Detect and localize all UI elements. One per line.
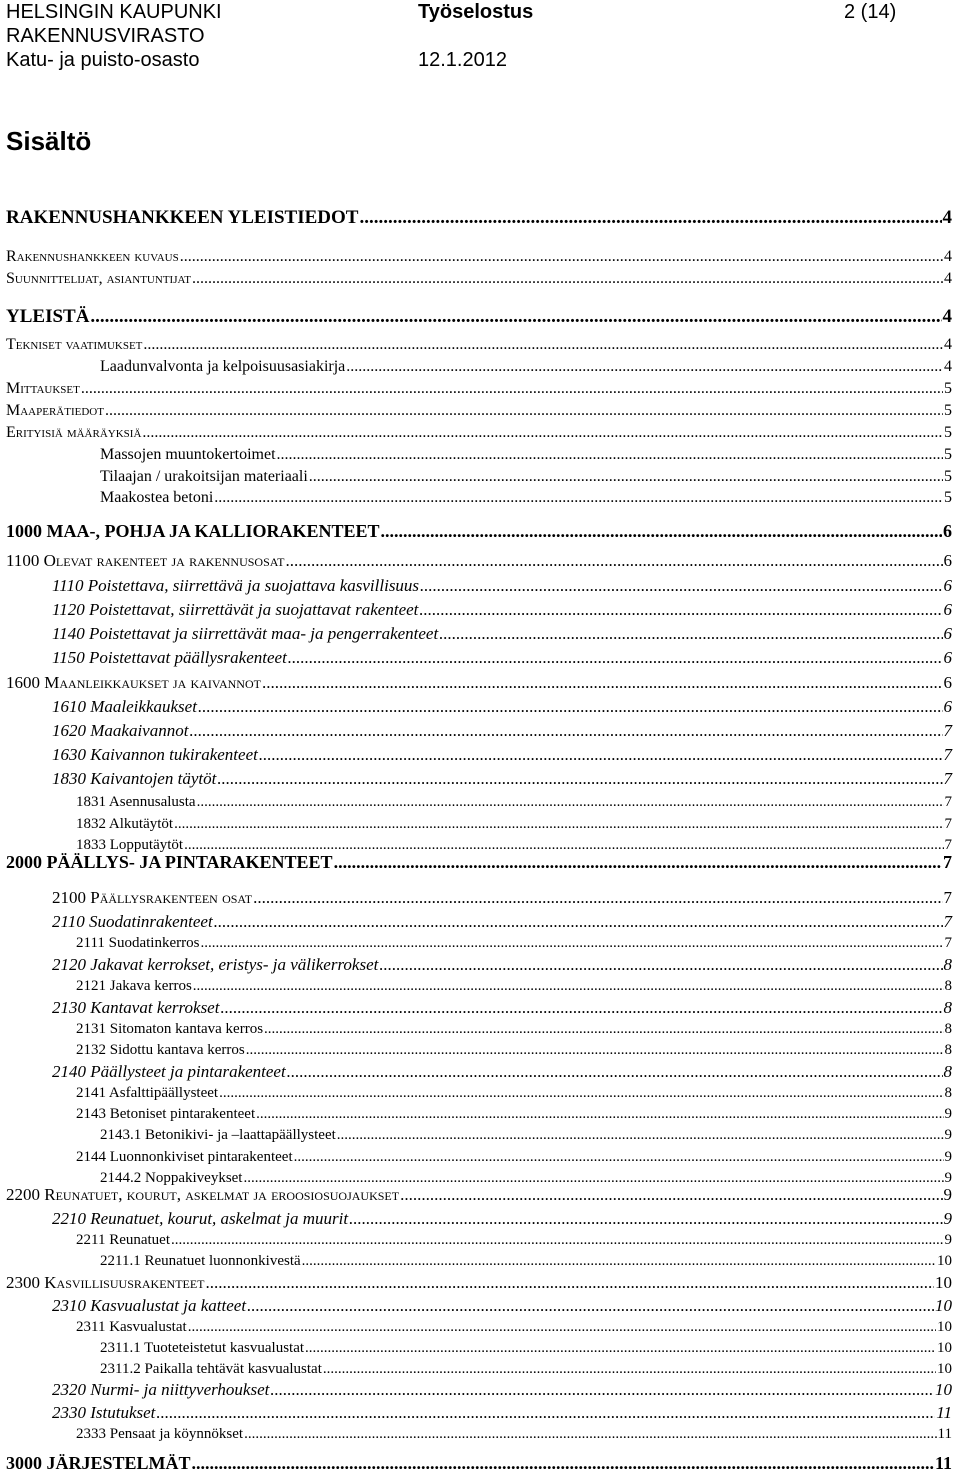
toc-entry-title: 2311.2 Paikalla tehtävät kasvualustat [100,1361,322,1377]
toc-entry[interactable] [52,697,952,717]
toc-entry-page-number: 5 [944,424,952,441]
toc-dot-leader [188,1319,936,1336]
toc-entry-title: 1140 Poistettavat ja siirrettävät maa- ja pengerrakenteet [52,624,439,643]
toc-dot-leader [220,998,942,1018]
toc-entry-page-number: 11 [934,1453,952,1473]
toc-entry-title: 1110 Poistettava, siirrettävä ja suojattava kasvillisuus [52,576,420,595]
toc-entry[interactable] [52,1062,952,1082]
toc-dot-leader [192,270,943,288]
toc-entry[interactable] [52,576,952,596]
toc-entry-page-number: 9 [943,1185,952,1204]
toc-entry-title: 2210 Reunatuet, kourut, askelmat ja muurit [52,1209,349,1228]
toc-entry-title: Rakennushankkeen kuvaus [6,248,179,265]
toc-entry-title: 2111 Suodatinkerros [76,935,200,951]
toc-entry-page-number: 9 [944,1149,952,1165]
toc-entry-page-number: 6 [943,551,952,570]
toc-entry-title: 2211 Reunatuet [76,1232,171,1248]
toc-entry-title: 2131 Sitomaton kantava kerros [76,1021,264,1037]
toc-entry[interactable] [6,248,952,266]
toc-dot-leader [90,306,941,328]
toc-dot-leader [309,468,943,486]
toc-entry-page-number: 10 [935,1273,952,1292]
toc-entry-page-number: 7 [944,816,952,832]
toc-entry[interactable] [76,1021,952,1038]
toc-entry-title: 1620 Maakaivannot [52,721,189,740]
toc-entry[interactable] [76,1232,952,1249]
toc-dot-leader [419,600,942,620]
toc-dot-leader [247,1296,934,1316]
toc-dot-leader [400,1185,942,1205]
toc-dot-leader [193,978,944,995]
toc-dot-leader [206,1273,934,1293]
toc-entry-page-number: 10 [937,1361,952,1377]
toc-entry-page-number: 7 [944,935,952,951]
toc-entry[interactable] [100,489,952,507]
toc-entry-title: 2121 Jakava kerros [76,978,192,994]
toc-entry[interactable] [76,1426,952,1443]
toc-dot-leader [81,380,943,398]
toc-dot-leader [349,1209,942,1229]
toc-entry-title: 2120 Jakavat kerrokset, eristys- ja välikerrokset [52,955,379,974]
toc-dot-leader [277,446,943,464]
toc-entry-title: 1610 Maaleikkaukset [52,697,197,716]
toc-dot-leader [143,336,943,354]
toc-entry[interactable] [52,648,952,668]
document-date: 12.1.2012 [418,49,507,71]
toc-entry[interactable] [6,424,952,442]
toc-dot-leader [305,1340,936,1357]
toc-entry-page-number: 10 [937,1253,952,1269]
toc-entry-title: 2144 Luonnonkiviset pintarakenteet [76,1149,293,1165]
toc-entry[interactable] [6,551,952,571]
toc-dot-leader [302,1253,936,1270]
toc-dot-leader [142,424,943,442]
page-title: Sisältö [6,126,92,156]
toc-entry-page-number: 6 [943,576,952,595]
toc-entry-title: Erityisiä määräyksiä [6,424,142,441]
toc-dot-leader [337,1127,944,1144]
toc-entry-title: Maakostea betoni [100,489,214,506]
toc-entry[interactable] [100,468,952,486]
toc-dot-leader [285,551,942,571]
toc-entry-page-number: 11 [936,1403,952,1422]
toc-entry-title: Tilaajan / urakoitsijan materiaali [100,468,308,485]
toc-entry-title: 2211.1 Reunatuet luonnonkivestä [100,1253,301,1269]
toc-entry-page-number: 10 [935,1380,952,1399]
toc-entry[interactable] [52,600,952,620]
toc-entry[interactable] [6,336,952,354]
toc-entry-page-number: 6 [943,697,952,716]
toc-entry[interactable] [52,1209,952,1229]
toc-entry[interactable] [52,998,952,1018]
toc-entry-page-number: 8 [943,1062,952,1081]
toc-entry-page-number: 11 [937,1426,952,1442]
toc-dot-leader [174,816,943,833]
toc-entry-page-number: 6 [943,624,952,643]
toc-entry[interactable] [52,624,952,644]
toc-dot-leader [439,624,942,644]
toc-entry-page-number: 7 [943,721,952,740]
toc-entry-title: 2130 Kantavat kerrokset [52,998,220,1017]
toc-entry[interactable] [76,935,952,952]
toc-entry-title: Mittaukset [6,380,80,397]
toc-dot-leader [346,358,943,376]
toc-entry[interactable] [6,207,952,229]
toc-entry-title: 2110 Suodatinrakenteet [52,912,213,931]
toc-entry-title: 2320 Nurmi- ja niittyverhoukset [52,1380,270,1399]
toc-entry[interactable] [52,1296,952,1316]
toc-entry-title: 2311.1 Tuoteteistetut kasvualustat [100,1340,305,1356]
toc-dot-leader [200,935,943,952]
toc-entry-page-number: 9 [944,1170,952,1186]
org-department: RAKENNUSVIRASTO [6,25,205,47]
toc-entry[interactable] [6,1185,952,1205]
toc-dot-leader [379,955,942,975]
toc-entry[interactable] [6,852,952,873]
toc-entry[interactable] [6,673,952,693]
toc-entry-title: 1831 Asennusalusta [76,794,196,810]
toc-entry-title: 1000 MAA-, POHJA JA KALLIORAKENTEET [6,521,380,541]
toc-entry-page-number: 8 [944,1042,952,1058]
toc-dot-leader [197,794,944,811]
toc-entry-page-number: 4 [944,270,952,287]
toc-dot-leader [288,648,943,668]
toc-entry-title: Suunnittelijat, asiantuntijat [6,270,191,287]
toc-entry-page-number: 7 [943,888,952,907]
toc-dot-leader [189,721,942,741]
toc-entry-title: 1150 Poistettavat päällysrakenteet [52,648,287,667]
toc-entry-page-number: 7 [943,745,952,764]
toc-dot-leader [256,1106,943,1123]
document-type: Työselostus [418,1,534,23]
org-name: HELSINGIN KAUPUNKI [6,1,222,23]
toc-entry-page-number: 7 [943,912,952,931]
toc-entry-title: 2310 Kasvualustat ja katteet [52,1296,247,1315]
toc-entry[interactable] [76,816,952,833]
toc-entry[interactable] [76,1149,952,1166]
toc-entry[interactable] [6,1273,952,1293]
toc-entry-page-number: 8 [943,998,952,1017]
toc-entry-page-number: 6 [943,648,952,667]
toc-dot-leader [270,1380,934,1400]
toc-dot-leader [262,673,943,693]
toc-entry-title: 2311 Kasvualustat [76,1319,187,1335]
toc-dot-leader [192,1453,934,1474]
toc-entry[interactable] [76,1319,952,1336]
toc-entry-title: 1830 Kaivantojen täytöt [52,769,217,788]
toc-dot-leader [219,1085,943,1102]
toc-entry-page-number: 4 [944,336,952,353]
toc-entry[interactable] [52,1380,952,1400]
toc-entry-title: 3000 JÄRJESTELMÄT [6,1453,191,1473]
toc-entry-page-number: 6 [943,521,952,541]
toc-entry-title: 1100 Olevat rakenteet ja rakennusosat [6,551,285,570]
toc-entry-title: 1120 Poistettavat, siirrettävät ja suojattavat rakenteet [52,600,419,619]
toc-entry-title: 2140 Päällysteet ja pintarakenteet [52,1062,286,1081]
toc-entry-page-number: 6 [943,673,952,692]
toc-entry[interactable] [52,745,952,765]
toc-entry-title: Tekniset vaatimukset [6,336,143,353]
toc-dot-leader [259,745,943,765]
toc-entry-page-number: 8 [944,1085,952,1101]
toc-entry-title: 1600 Maanleikkaukset ja kaivannot [6,673,261,692]
toc-entry-title: YLEISTÄ [6,306,90,327]
toc-entry-title: 2100 Päällysrakenteen osat [52,888,253,907]
toc-entry-title: 2300 Kasvillisuusrakenteet [6,1273,205,1292]
toc-entry-page-number: 9 [943,1209,952,1228]
toc-entry-title: 2143 Betoniset pintarakenteet [76,1106,256,1122]
toc-entry-title: 2144.2 Noppakiveykset [100,1170,243,1186]
toc-entry-page-number: 4 [944,248,952,265]
toc-entry[interactable] [76,794,952,811]
org-division: Katu- ja puisto-osasto [6,49,200,71]
toc-dot-leader [381,521,942,542]
toc-entry[interactable] [52,769,952,789]
toc-entry[interactable] [52,912,952,932]
toc-entry[interactable] [52,721,952,741]
toc-entry-title: 2330 Istutukset [52,1403,156,1422]
toc-entry-title: 2200 Reunatuet, kourut, askelmat ja eroosiosuojaukset [6,1185,400,1204]
toc-entry[interactable] [100,1253,952,1270]
toc-dot-leader [253,888,942,908]
toc-entry[interactable] [100,446,952,464]
toc-entry-page-number: 9 [944,1232,952,1248]
toc-dot-leader [294,1149,944,1166]
toc-entry-page-number: 9 [944,1127,952,1143]
toc-dot-leader [244,1426,936,1443]
toc-entry-title: Laadunvalvonta ja kelpoisuusasiakirja [100,358,346,375]
toc-entry-page-number: 10 [935,1296,952,1315]
toc-entry-page-number: 7 [943,852,952,872]
toc-dot-leader [156,1403,935,1423]
toc-entry[interactable] [6,402,952,420]
toc-entry-page-number: 7 [944,794,952,810]
toc-entry[interactable] [52,955,952,975]
toc-dot-leader [287,1062,943,1082]
toc-entry[interactable] [76,1106,952,1123]
toc-entry[interactable] [6,1453,952,1474]
toc-entry[interactable] [100,358,952,376]
toc-entry-page-number: 9 [944,1106,952,1122]
toc-entry[interactable] [76,1085,952,1102]
toc-entry-title: 1630 Kaivannon tukirakenteet [52,745,258,764]
toc-entry-page-number: 4 [944,358,952,375]
toc-dot-leader [217,769,942,789]
toc-entry[interactable] [100,1361,952,1378]
toc-entry-title: Maaperätiedot [6,402,104,419]
toc-entry-title: 1832 Alkutäytöt [76,816,174,832]
toc-dot-leader [198,697,943,717]
toc-entry-page-number: 10 [937,1319,952,1335]
toc-entry[interactable] [76,978,952,995]
toc-entry-title: 2143.1 Betonikivi- ja –laattapäällysteet [100,1127,336,1143]
toc-entry[interactable] [100,1127,952,1144]
toc-dot-leader [264,1021,943,1038]
toc-entry[interactable] [6,380,952,398]
toc-entry-page-number: 6 [943,600,952,619]
toc-entry[interactable] [6,521,952,542]
toc-dot-leader [334,852,942,873]
toc-entry-page-number: 5 [944,402,952,419]
toc-dot-leader [180,248,943,266]
toc-entry-page-number: 5 [944,468,952,485]
toc-entry-title: 2333 Pensaat ja köynnökset [76,1426,244,1442]
toc-entry-title: RAKENNUSHANKKEEN YLEISTIEDOT [6,207,359,228]
toc-entry[interactable] [6,306,952,328]
toc-entry[interactable] [52,888,952,908]
toc-entry-page-number: 5 [944,380,952,397]
toc-entry-page-number: 8 [944,1021,952,1037]
toc-dot-leader [171,1232,943,1249]
page-number: 2 (14) [844,1,897,23]
toc-entry-title: 2132 Sidottu kantava kerros [76,1042,245,1058]
toc-entry-page-number: 8 [943,955,952,974]
toc-entry[interactable] [76,1042,952,1059]
toc-entry[interactable] [6,270,952,288]
toc-entry-page-number: 10 [937,1340,952,1356]
toc-entry-page-number: 8 [944,978,952,994]
toc-entry-page-number: 4 [942,207,952,228]
toc-entry-title: 2141 Asfalttipäällysteet [76,1085,219,1101]
toc-entry-page-number: 7 [944,837,952,853]
toc-entry[interactable] [52,1403,952,1423]
toc-dot-leader [105,402,943,420]
toc-dot-leader [214,489,943,507]
toc-entry-title: 1833 Lopputäytöt [76,837,184,853]
toc-entry[interactable] [100,1340,952,1357]
toc-dot-leader [214,912,943,932]
toc-entry-page-number: 4 [942,306,952,327]
toc-entry-page-number: 5 [944,446,952,463]
toc-dot-leader [359,207,941,229]
toc-entry-page-number: 5 [944,489,952,506]
toc-dot-leader [246,1042,944,1059]
toc-entry-page-number: 7 [943,769,952,788]
toc-entry-title: 2000 PÄÄLLYS- JA PINTARAKENTEET [6,852,333,872]
toc-dot-leader [420,576,942,596]
toc-dot-leader [323,1361,936,1378]
toc-entry-title: Massojen muuntokertoimet [100,446,276,463]
